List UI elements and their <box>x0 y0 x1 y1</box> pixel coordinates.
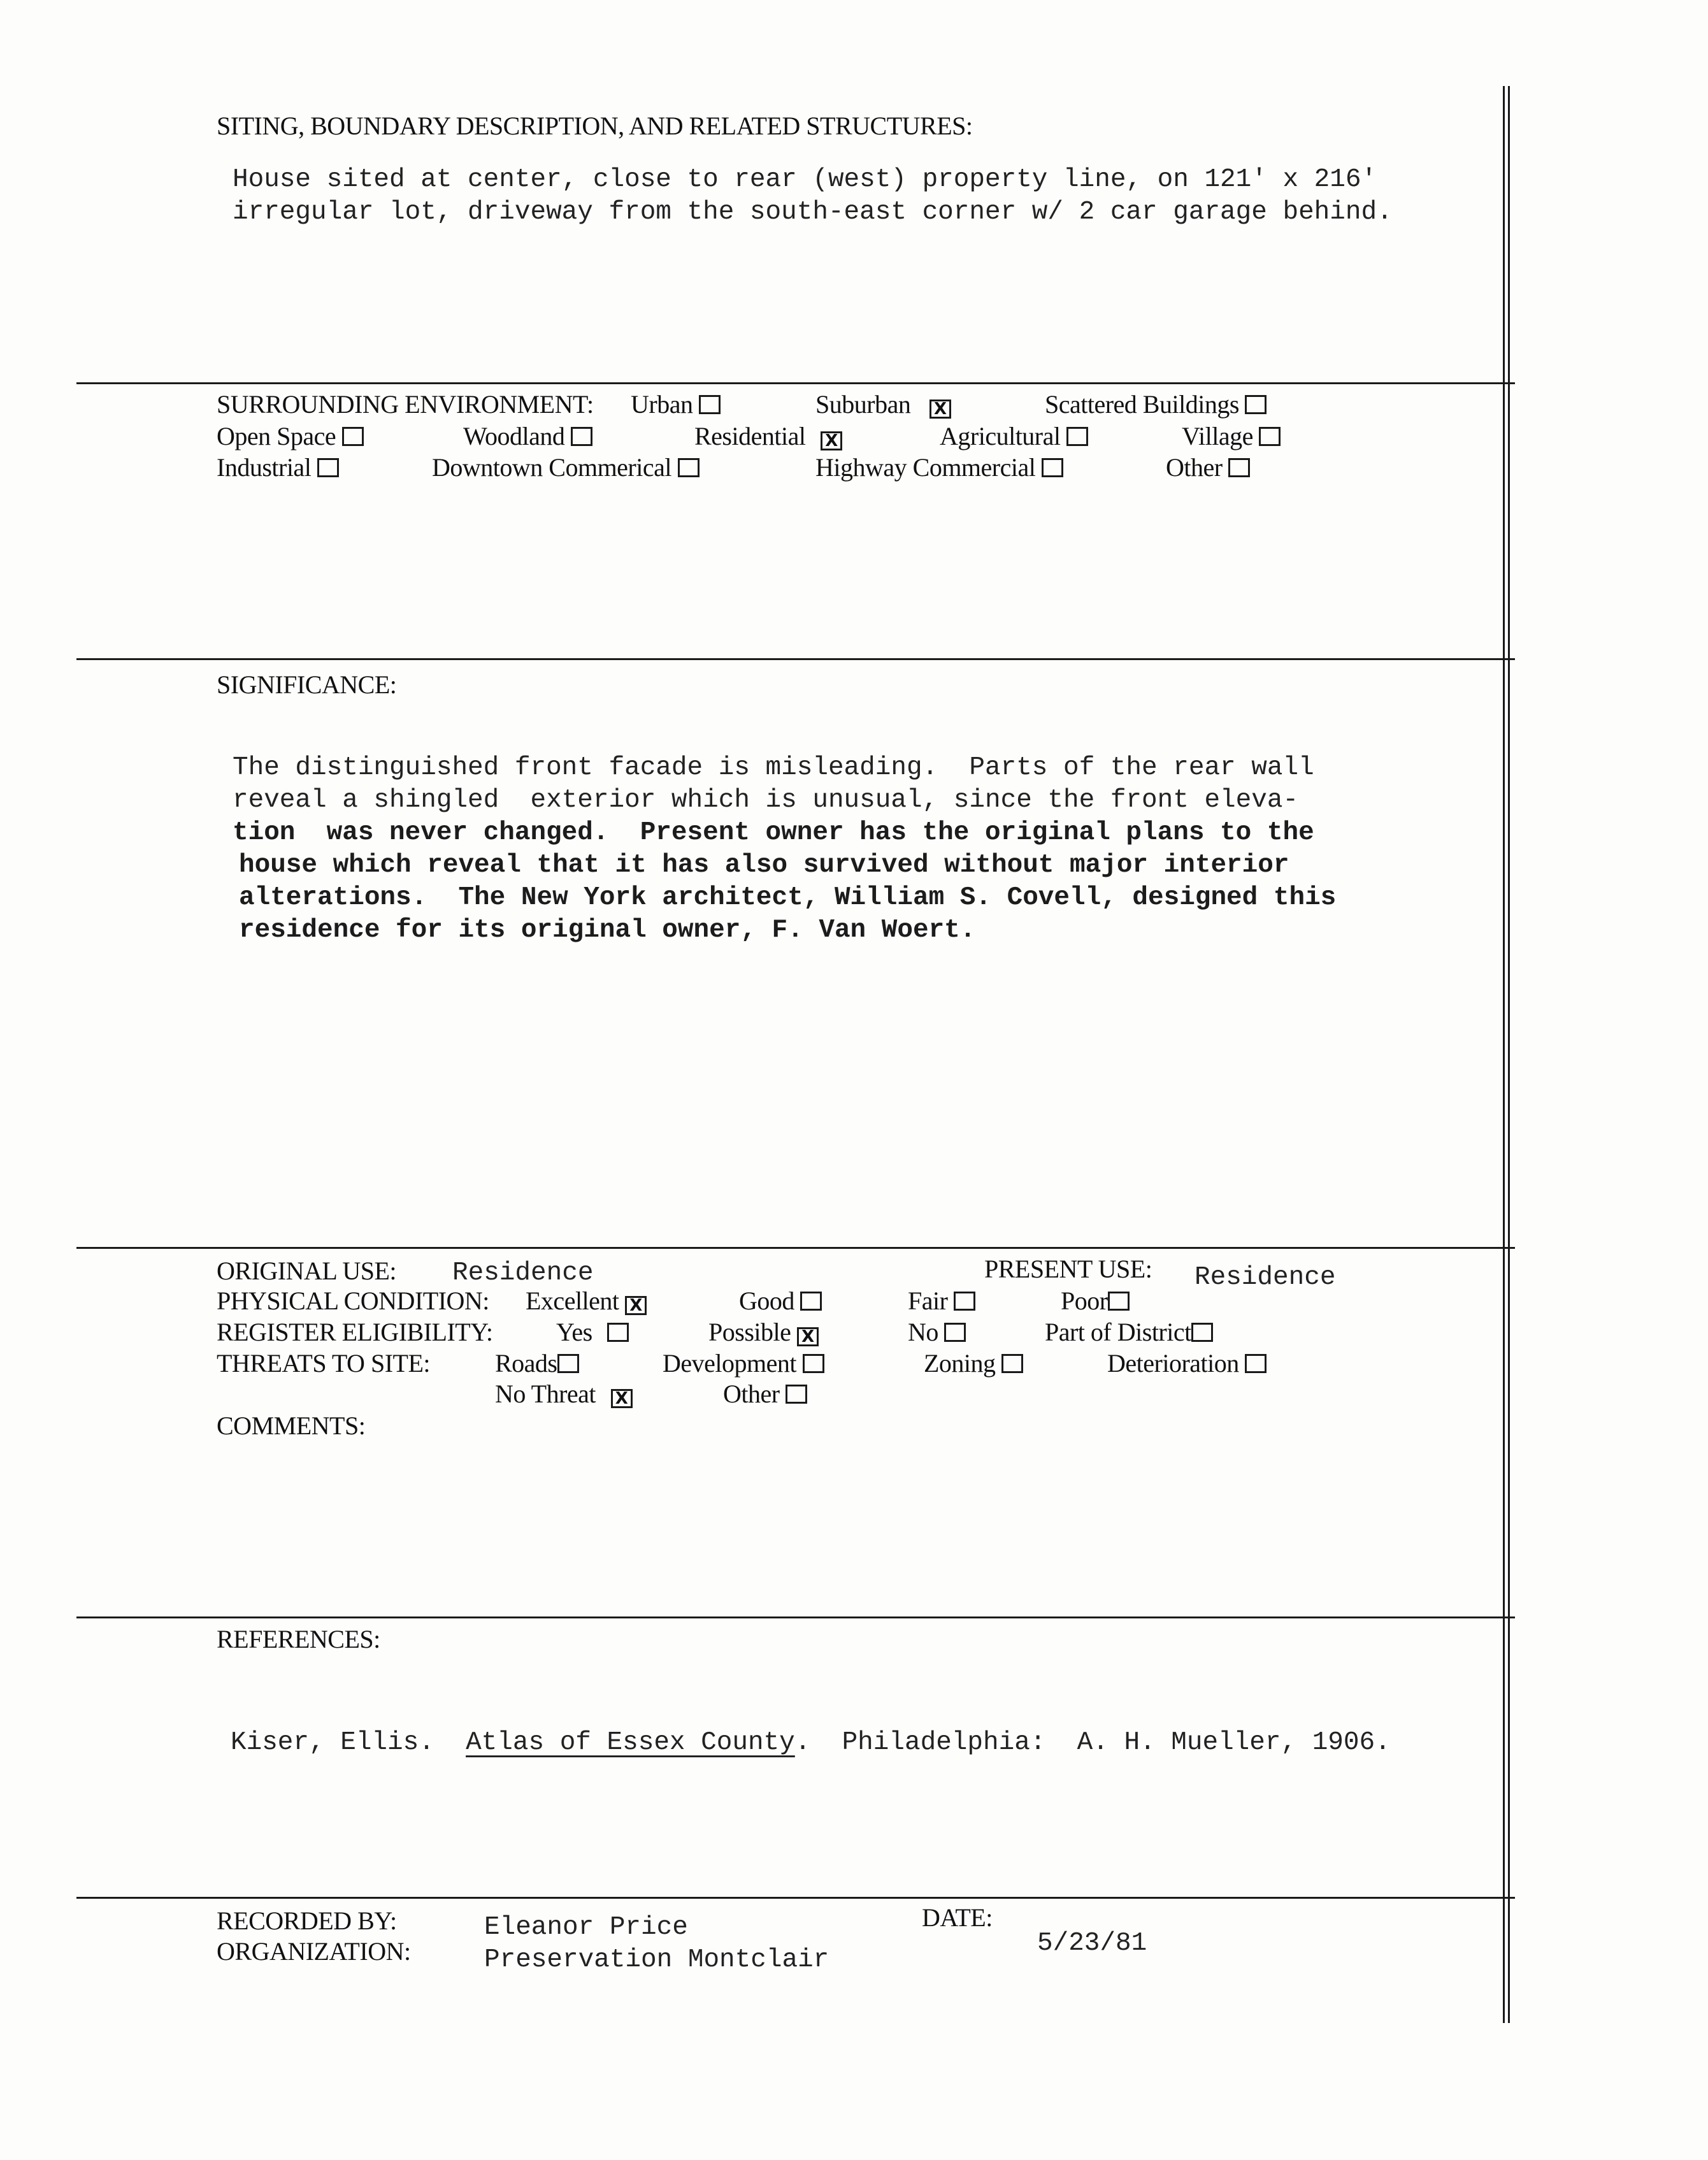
references-heading: REFERENCES: <box>217 1625 380 1653</box>
recorded-by-value: Eleanor Price <box>484 1913 688 1942</box>
cond-excellent-label: Excellent <box>526 1286 619 1315</box>
env-open-space-label: Open Space <box>217 422 336 450</box>
divider-recorded <box>76 1897 1515 1899</box>
date-value: 5/23/81 <box>1037 1929 1147 1958</box>
threats-label: THREATS TO SITE: <box>217 1349 430 1378</box>
cond-fair-label: Fair <box>908 1286 948 1315</box>
environment-heading: SURROUNDING ENVIRONMENT: <box>217 390 594 419</box>
elig-no-label: No <box>908 1318 938 1346</box>
threat-roads[interactable] <box>495 1351 579 1376</box>
cond-good-label: Good <box>739 1286 794 1315</box>
elig-possible-checkbox[interactable]: X <box>797 1327 819 1346</box>
env-woodland-label: Woodland <box>463 422 565 450</box>
env-residential[interactable] <box>694 424 842 450</box>
env-suburban[interactable] <box>815 392 951 419</box>
reference-citation <box>231 1730 1391 1756</box>
threat-zoning[interactable] <box>924 1351 1023 1376</box>
env-village-label: Village <box>1182 422 1253 450</box>
env-urban-label: Urban <box>631 390 693 419</box>
significance-line-5: alterations. The New York architect, William S. Covell, designed this <box>239 883 1337 912</box>
threat-development[interactable] <box>663 1351 824 1376</box>
cond-good[interactable] <box>739 1288 822 1314</box>
threat-no-threat-label: No Threat <box>495 1379 596 1408</box>
threat-other-checkbox[interactable] <box>786 1385 807 1404</box>
env-downtown[interactable] <box>432 455 700 480</box>
env-highway-label: Highway Commercial <box>815 453 1036 482</box>
elig-yes-label: Yes <box>556 1318 592 1346</box>
siting-text-line-2: irregular lot, driveway from the south-east corner w/ 2 car garage behind. <box>233 198 1393 227</box>
env-residential-checkbox[interactable]: X <box>821 431 842 450</box>
right-border-line <box>1503 86 1505 2023</box>
threat-deterioration-checkbox[interactable] <box>1245 1354 1267 1373</box>
significance-line-4: house which reveal that it has also survived without major interior <box>239 851 1289 880</box>
condition-label: PHYSICAL CONDITION: <box>217 1286 489 1315</box>
env-residential-label: Residential <box>694 422 806 450</box>
env-suburban-label: Suburban <box>815 390 911 419</box>
threat-zoning-label: Zoning <box>924 1349 996 1378</box>
env-downtown-checkbox[interactable] <box>678 458 700 477</box>
significance-line-1: The distinguished front facade is misleading. Parts of the rear wall <box>233 753 1314 782</box>
date-label: DATE: <box>922 1903 993 1932</box>
threat-other[interactable] <box>723 1381 807 1407</box>
env-urban[interactable] <box>631 392 721 417</box>
present-use-value: Residence <box>1195 1263 1336 1292</box>
significance-line-2: reveal a shingled exterior which is unusual, since the front eleva- <box>233 786 1299 815</box>
eligibility-label: REGISTER ELIGIBILITY: <box>217 1318 493 1346</box>
env-other-checkbox[interactable] <box>1228 458 1250 477</box>
threat-deterioration[interactable] <box>1107 1351 1267 1376</box>
reference-publisher: . Philadelphia: A. H. Mueller, 1906. <box>794 1728 1391 1757</box>
env-suburban-checkbox[interactable]: X <box>929 400 951 419</box>
cond-poor-checkbox[interactable] <box>1108 1292 1130 1311</box>
elig-district[interactable] <box>1045 1320 1213 1345</box>
cond-good-checkbox[interactable] <box>800 1292 822 1311</box>
threat-no-threat[interactable] <box>495 1381 633 1408</box>
env-village-checkbox[interactable] <box>1259 427 1281 446</box>
env-other[interactable] <box>1166 455 1250 480</box>
env-industrial-checkbox[interactable] <box>317 458 339 477</box>
significance-heading: SIGNIFICANCE: <box>217 670 397 699</box>
siting-heading: SITING, BOUNDARY DESCRIPTION, AND RELATED STRUCTURES: <box>217 112 973 140</box>
cond-excellent[interactable] <box>526 1288 647 1315</box>
original-use-label: ORIGINAL USE: <box>217 1256 396 1285</box>
env-woodland[interactable] <box>463 424 592 449</box>
threat-roads-checkbox[interactable] <box>557 1354 579 1373</box>
elig-yes-checkbox[interactable] <box>607 1323 629 1342</box>
comments-label: COMMENTS: <box>217 1411 366 1440</box>
significance-line-3: tion was never changed. Present owner has the original plans to the <box>233 818 1314 847</box>
env-agricultural-checkbox[interactable] <box>1066 427 1088 446</box>
cond-fair-checkbox[interactable] <box>954 1292 975 1311</box>
threat-no-threat-checkbox[interactable]: X <box>611 1389 633 1408</box>
divider-significance <box>76 658 1515 660</box>
env-scattered-label: Scattered Buildings <box>1045 390 1239 419</box>
elig-possible-label: Possible <box>708 1318 791 1346</box>
cond-poor-label: Poor <box>1061 1286 1108 1315</box>
env-scattered-checkbox[interactable] <box>1245 395 1267 414</box>
env-woodland-checkbox[interactable] <box>571 427 592 446</box>
threat-deterioration-label: Deterioration <box>1107 1349 1239 1378</box>
divider-references <box>76 1616 1515 1618</box>
env-urban-checkbox[interactable] <box>699 395 721 414</box>
original-use-value: Residence <box>452 1258 594 1288</box>
divider-status <box>76 1247 1515 1249</box>
env-open-space-checkbox[interactable] <box>342 427 364 446</box>
cond-poor[interactable] <box>1061 1288 1130 1314</box>
env-downtown-label: Downtown Commerical <box>432 453 671 482</box>
reference-author: Kiser, Ellis. <box>231 1728 434 1757</box>
env-industrial[interactable] <box>217 455 339 480</box>
threat-development-label: Development <box>663 1349 796 1378</box>
organization-label: ORGANIZATION: <box>217 1937 411 1966</box>
elig-no-checkbox[interactable] <box>944 1323 966 1342</box>
present-use-label: PRESENT USE: <box>984 1255 1152 1283</box>
env-highway-checkbox[interactable] <box>1042 458 1063 477</box>
elig-possible[interactable] <box>708 1320 819 1346</box>
elig-yes[interactable] <box>556 1320 629 1345</box>
env-other-label: Other <box>1166 453 1223 482</box>
cond-fair[interactable] <box>908 1288 975 1314</box>
organization-value: Preservation Montclair <box>484 1945 829 1975</box>
elig-district-label: Part of District <box>1045 1318 1191 1346</box>
elig-no[interactable] <box>908 1320 966 1345</box>
threat-development-checkbox[interactable] <box>803 1354 824 1373</box>
env-highway[interactable] <box>815 455 1063 480</box>
env-agricultural-label: Agricultural <box>940 422 1061 450</box>
env-village[interactable] <box>1182 424 1281 449</box>
threat-zoning-checkbox[interactable] <box>1001 1354 1023 1373</box>
cond-excellent-checkbox[interactable]: X <box>625 1296 647 1315</box>
recorded-by-label: RECORDED BY: <box>217 1906 397 1935</box>
elig-district-checkbox[interactable] <box>1191 1323 1213 1342</box>
threat-other-label: Other <box>723 1379 780 1408</box>
reference-title: Atlas of Essex County <box>466 1728 795 1757</box>
right-border-line-inner <box>1508 86 1510 2023</box>
threat-roads-label: Roads <box>495 1349 557 1378</box>
env-agricultural[interactable] <box>940 424 1088 449</box>
siting-text-line-1: House sited at center, close to rear (west) property line, on 121' x 216' <box>233 165 1377 194</box>
significance-line-6: residence for its original owner, F. Van Woert. <box>239 916 976 945</box>
env-open-space[interactable] <box>217 424 364 449</box>
env-industrial-label: Industrial <box>217 453 312 482</box>
env-scattered[interactable] <box>1045 392 1267 417</box>
divider-environment <box>76 382 1515 384</box>
